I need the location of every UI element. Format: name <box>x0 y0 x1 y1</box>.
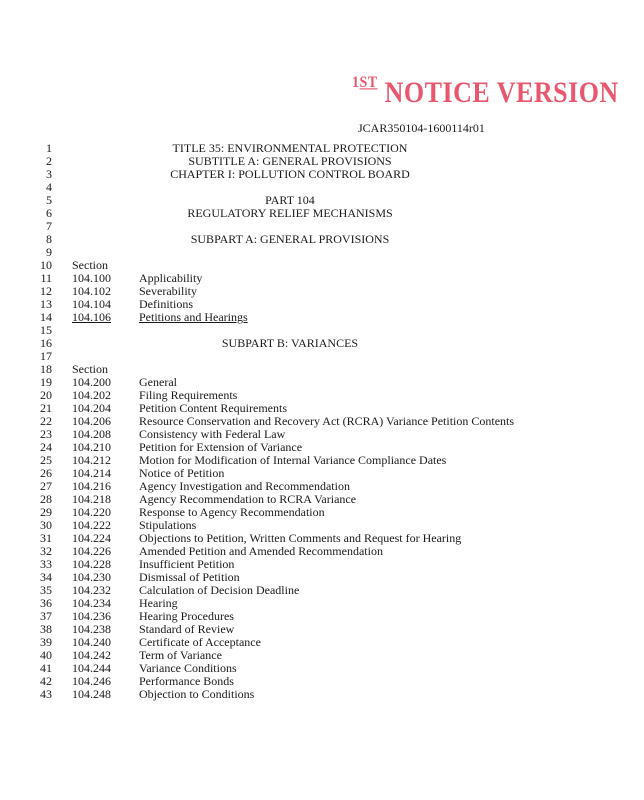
line-number: 29 <box>40 505 52 519</box>
section-title: Petition for Extension of Variance <box>139 440 303 454</box>
line-number: 7 <box>46 219 52 233</box>
line-number: 19 <box>40 375 52 389</box>
line-number: 11 <box>40 271 52 285</box>
line-number: 24 <box>40 440 52 454</box>
section-number: 104.242 <box>72 648 111 662</box>
section-number: 104.246 <box>72 674 111 688</box>
section-title: Term of Variance <box>139 648 222 662</box>
line-number: 39 <box>40 635 52 649</box>
section-title: Standard of Review <box>139 622 235 636</box>
section-number: 104.220 <box>72 505 111 519</box>
line-number: 26 <box>40 466 52 480</box>
line-number: 28 <box>40 492 52 506</box>
section-title: Stipulations <box>139 518 197 532</box>
section-title: Petitions and Hearings <box>139 310 248 324</box>
section-column-heading: Section <box>72 362 108 376</box>
section-title: Agency Recommendation to RCRA Variance <box>139 492 357 506</box>
line-number: 43 <box>40 687 52 701</box>
section-title: Variance Conditions <box>139 661 237 675</box>
centered-heading: SUBPART B: VARIANCES <box>221 336 359 350</box>
centered-heading: CHAPTER I: POLLUTION CONTROL BOARD <box>170 167 410 181</box>
document-line <box>0 311 644 324</box>
line-number: 15 <box>40 323 52 337</box>
line-number: 4 <box>46 180 52 194</box>
section-title: Resource Conservation and Recovery Act (RCRA) Variance Petition Contents <box>139 414 515 428</box>
line-number: 14 <box>40 310 52 324</box>
line-number: 23 <box>40 427 52 441</box>
centered-heading: REGULATORY RELIEF MECHANISMS <box>187 206 393 220</box>
line-number: 33 <box>40 557 52 571</box>
section-title: Severability <box>139 284 197 298</box>
line-number: 12 <box>40 284 52 298</box>
centered-heading: SUBTITLE A: GENERAL PROVISIONS <box>188 154 392 168</box>
line-number: 34 <box>40 570 52 584</box>
centered-heading: SUBPART A: GENERAL PROVISIONS <box>190 232 390 246</box>
section-number: 104.200 <box>72 375 111 389</box>
line-number: 27 <box>40 479 52 493</box>
section-number: 104.244 <box>72 661 111 675</box>
section-title: Motion for Modification of Internal Variance Compliance Dates <box>139 453 447 467</box>
section-number: 104.236 <box>72 609 111 623</box>
line-number: 6 <box>46 206 52 220</box>
document-line <box>0 207 644 220</box>
line-number: 37 <box>40 609 52 623</box>
section-number: 104.240 <box>72 635 111 649</box>
line-number: 31 <box>40 531 52 545</box>
line-number: 41 <box>40 661 52 675</box>
section-title: Hearing Procedures <box>139 609 234 623</box>
line-number: 8 <box>46 232 52 246</box>
section-title: Objection to Conditions <box>139 687 255 701</box>
section-number: 104.210 <box>72 440 111 454</box>
section-number: 104.226 <box>72 544 111 558</box>
section-title: Calculation of Decision Deadline <box>139 583 300 597</box>
document-body <box>0 142 644 701</box>
section-column-heading: Section <box>72 258 108 272</box>
section-title: Response to Agency Recommendation <box>139 505 325 519</box>
section-number: 104.238 <box>72 622 111 636</box>
section-title: Dismissal of Petition <box>139 570 240 584</box>
centered-heading: TITLE 35: ENVIRONMENTAL PROTECTION <box>172 141 408 155</box>
line-number: 1 <box>46 141 52 155</box>
stamp-text: NOTICE VERSION <box>384 76 619 109</box>
line-number: 5 <box>46 193 52 207</box>
section-number: 104.230 <box>72 570 111 584</box>
line-number: 35 <box>40 583 52 597</box>
line-number: 20 <box>40 388 52 402</box>
document-line <box>0 337 644 350</box>
centered-heading: PART 104 <box>265 193 315 207</box>
line-number: 30 <box>40 518 52 532</box>
section-number: 104.100 <box>72 271 111 285</box>
notice-version-stamp <box>352 76 619 110</box>
section-title: Definitions <box>139 297 193 311</box>
line-number: 22 <box>40 414 52 428</box>
section-title: Petition Content Requirements <box>139 401 287 415</box>
section-number: 104.248 <box>72 687 111 701</box>
section-number: 104.216 <box>72 479 111 493</box>
section-title: Insufficient Petition <box>139 557 235 571</box>
stamp-ordinal-display: 1ST <box>352 75 378 93</box>
line-number: 38 <box>40 622 52 636</box>
section-number: 104.104 <box>72 297 111 311</box>
section-title: Performance Bonds <box>139 674 234 688</box>
section-title: Objections to Petition, Written Comments and Request for Hearing <box>139 531 462 545</box>
section-number: 104.212 <box>72 453 111 467</box>
section-number: 104.202 <box>72 388 111 402</box>
section-title: Consistency with Federal Law <box>139 427 286 441</box>
section-number: 104.224 <box>72 531 111 545</box>
document-line <box>0 181 644 194</box>
line-number: 36 <box>40 596 52 610</box>
section-number: 104.204 <box>72 401 111 415</box>
section-title: Amended Petition and Amended Recommendation <box>139 544 383 558</box>
line-number: 13 <box>40 297 52 311</box>
line-number: 18 <box>40 362 52 376</box>
line-number: 9 <box>46 245 52 259</box>
section-number: 104.228 <box>72 557 111 571</box>
line-number: 25 <box>40 453 52 467</box>
section-number: 104.102 <box>72 284 111 298</box>
section-number: 104.214 <box>72 466 111 480</box>
line-number: 40 <box>40 648 52 662</box>
line-number: 3 <box>46 167 52 181</box>
line-number: 10 <box>40 258 52 272</box>
line-number: 2 <box>46 154 52 168</box>
section-number: 104.232 <box>72 583 111 597</box>
section-title: Filing Requirements <box>139 388 238 402</box>
line-number: 32 <box>40 544 52 558</box>
document-id: JCAR350104-1600114r01 <box>358 121 485 135</box>
line-number: 17 <box>40 349 52 363</box>
line-number: 16 <box>40 336 52 350</box>
section-number: 104.106 <box>72 310 111 324</box>
section-title: Applicability <box>139 271 203 285</box>
section-number: 104.206 <box>72 414 111 428</box>
section-title: Agency Investigation and Recommendation <box>139 479 350 493</box>
line-number: 42 <box>40 674 52 688</box>
document-line <box>0 688 644 701</box>
section-title: Notice of Petition <box>139 466 225 480</box>
document-line <box>0 168 644 181</box>
section-number: 104.218 <box>72 492 111 506</box>
section-number: 104.222 <box>72 518 111 532</box>
document-line <box>0 233 644 246</box>
section-title: General <box>139 375 177 389</box>
section-number: 104.234 <box>72 596 111 610</box>
section-title: Certificate of Acceptance <box>139 635 261 649</box>
section-title: Hearing <box>139 596 178 610</box>
section-number: 104.208 <box>72 427 111 441</box>
line-number: 21 <box>40 401 52 415</box>
